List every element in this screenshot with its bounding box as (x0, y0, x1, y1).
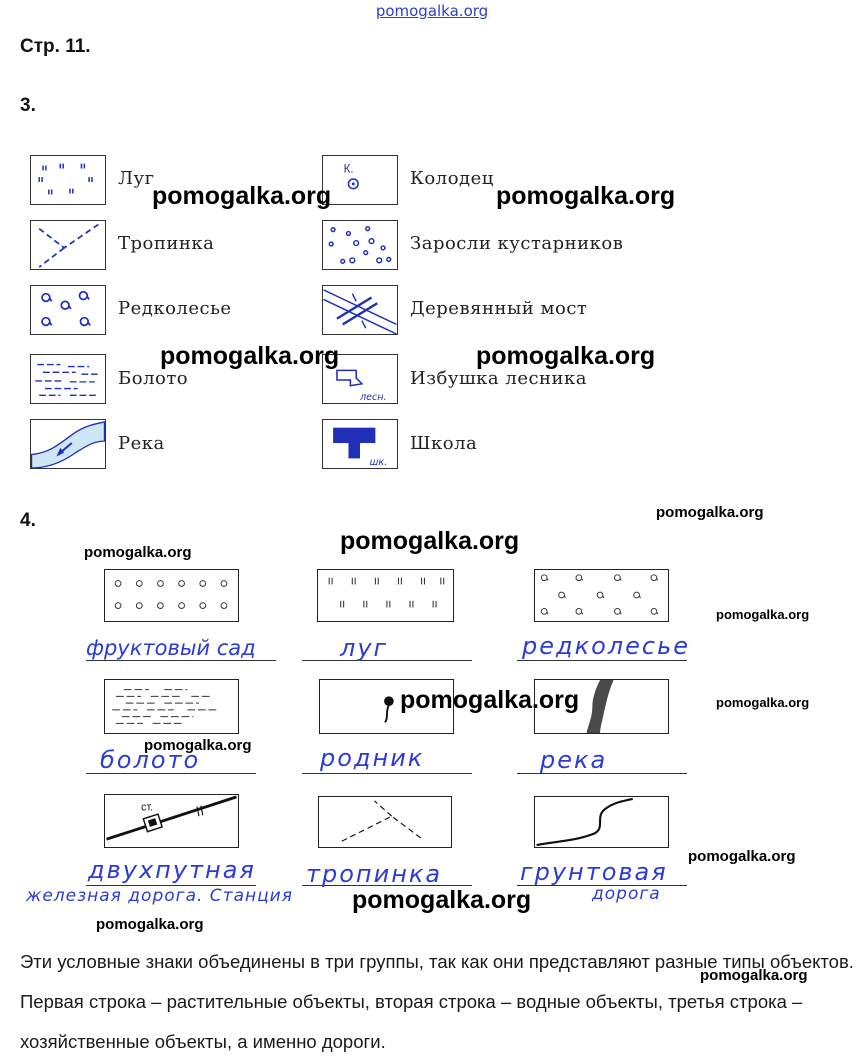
watermark: pomogalka.org (716, 607, 810, 622)
meadow-task-symbol (317, 569, 454, 622)
wooden-bridge-symbol (322, 285, 398, 335)
well-symbol (322, 155, 398, 205)
watermark: pomogalka.org (400, 686, 580, 714)
meadow-symbol (30, 155, 106, 205)
hut-sign-text: лесн. (360, 392, 387, 403)
sparse-forest-task-symbol (534, 569, 669, 622)
school-sign-text: шк. (369, 457, 388, 468)
site-link-top[interactable]: pomogalka.org (375, 2, 489, 20)
railway-task-symbol (104, 794, 239, 848)
meadow-label: Луг (118, 168, 155, 189)
task-3-number: 3. (20, 95, 36, 116)
watermark: pomogalka.org (152, 182, 332, 210)
school-label: Школа (410, 433, 478, 454)
path-task-symbol (318, 796, 452, 848)
answer-railway: двухпутная (88, 856, 256, 884)
watermark: pomogalka.org (476, 342, 656, 370)
swamp-label: Болото (118, 368, 189, 389)
path-symbol (30, 220, 106, 270)
sparse-forest-symbol (30, 285, 106, 335)
answer-line (517, 660, 687, 661)
well-label: Колодец (410, 168, 494, 189)
watermark: pomogalka.org (340, 527, 520, 555)
sparse-forest-label: Редколесье (118, 298, 232, 319)
watermark: pomogalka.org (656, 504, 764, 521)
answer-line (86, 660, 276, 661)
answer-meadow: луг (340, 634, 389, 662)
shrubs-symbol (322, 220, 398, 270)
watermark: pomogalka.org (716, 695, 810, 710)
well-sign-text: К. (343, 163, 354, 176)
watermark: pomogalka.org (160, 342, 340, 370)
answer-dirt-road: грунтовая (520, 858, 668, 886)
station-sign-text: ст. (141, 801, 154, 814)
watermark: pomogalka.org (496, 182, 676, 210)
answer-swamp: болото (100, 746, 201, 774)
swamp-task-symbol (104, 679, 239, 734)
wooden-bridge-label: Деревянный мост (410, 298, 588, 319)
answer-river: река (540, 746, 608, 774)
answer-spring: родник (320, 744, 425, 772)
watermark: pomogalka.org (700, 967, 808, 984)
watermark: pomogalka.org (688, 848, 796, 865)
watermark: pomogalka.org (352, 886, 532, 914)
answer-sparse-forest: редколесье (522, 632, 690, 660)
river-symbol (30, 419, 106, 469)
page-title: Стр. 11. (20, 36, 91, 57)
path-label: Тропинка (118, 233, 215, 254)
answer-paragraph: Эти условные знаки объединены в три группы, так как они представляют разные типы объектов. Первая строка – растительные объекты, вторая строка – водные объекты, третья строка – хозяйственные объекты, а именно дороги. (20, 951, 854, 1052)
shrubs-label: Заросли кустарников (410, 233, 624, 254)
watermark: pomogalka.org (96, 916, 204, 933)
forester-hut-label: Избушка лесника (410, 368, 588, 389)
answer-dirt-road-line2: дорога (592, 884, 661, 904)
answer-line (302, 773, 472, 774)
river-label: Река (118, 433, 165, 454)
answer-path: тропинка (306, 860, 443, 888)
school-symbol (322, 419, 398, 469)
swamp-symbol (30, 354, 106, 404)
orchard-symbol (104, 569, 239, 622)
answer-railway-line2: железная дорога. Станция (26, 886, 293, 906)
task-4-number: 4. (20, 510, 36, 531)
watermark: pomogalka.org (84, 544, 192, 561)
watermark: pomogalka.org (144, 737, 252, 754)
answer-orchard: фруктовый сад (86, 636, 256, 660)
dirt-road-task-symbol (534, 796, 669, 848)
